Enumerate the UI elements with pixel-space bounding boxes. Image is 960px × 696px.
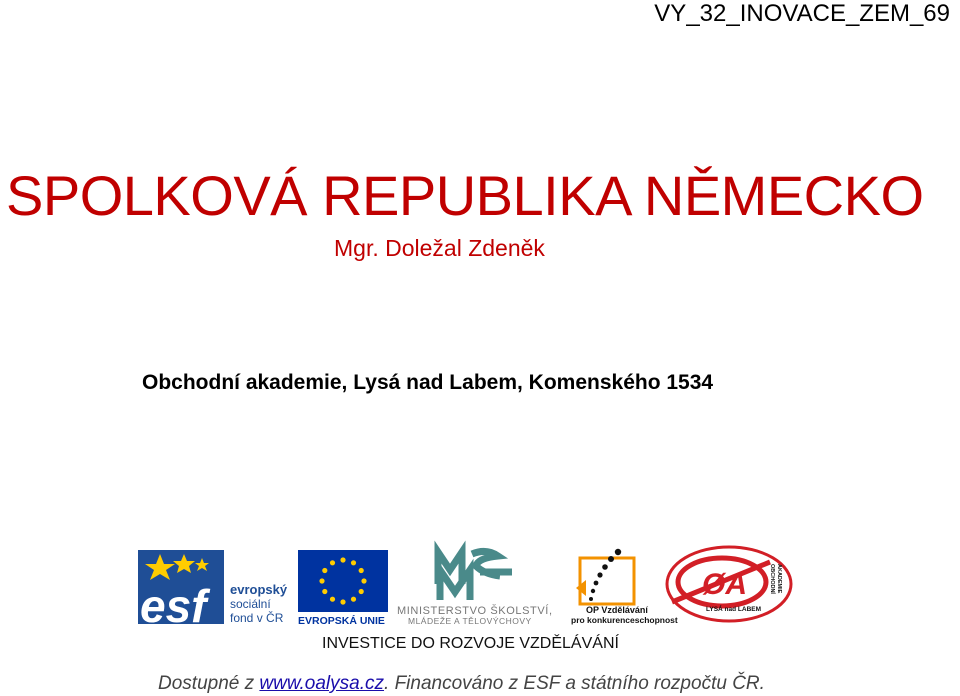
esf-text-line3: fond v ČR: [230, 611, 284, 625]
oa-monogram-icon: ØA: [702, 568, 747, 601]
esf-logo: [138, 550, 290, 632]
oa-lysa-logo: [667, 547, 791, 621]
funding-logos-strip: [0, 540, 960, 660]
footer-note: [158, 672, 765, 696]
oa-name-line2: AKADEMIE: [776, 564, 782, 594]
author-name: Mgr. Doležal Zdeněk: [334, 235, 545, 261]
msmt-logo: [397, 551, 553, 626]
investment-tagline: INVESTICE DO ROZVOJE VZDĚLÁVÁNÍ: [322, 635, 619, 652]
document-code: VY_32_INOVACE_ZEM_69: [654, 0, 950, 27]
oa-name-line1: OBCHODNÍ: [769, 564, 775, 594]
oa-city-label: LYSÁ nad LABEM: [706, 606, 762, 613]
eu-label: EVROPSKÁ UNIE: [298, 615, 385, 627]
slide-title: SPOLKOVÁ REPUBLIKA NĚMECKO: [6, 164, 924, 227]
eu-flag-logo: [298, 550, 388, 627]
website-link[interactable]: www.oalysa.cz: [259, 673, 385, 694]
op-vk-text-line1: OP Vzdělávání: [586, 605, 648, 615]
msmt-text-line1: MINISTERSTVO ŠKOLSTVÍ,: [397, 605, 553, 617]
school-address: Obchodní akademie, Lysá nad Labem, Komenského 1534: [142, 371, 714, 394]
op-vk-text-line2: pro konkurenceschopnost: [571, 615, 678, 625]
footer-suffix: . Financováno z ESF a státního rozpočtu ČR.: [384, 673, 765, 694]
esf-text-line2: sociální: [230, 597, 271, 611]
esf-letters: esf: [140, 580, 207, 632]
op-vk-logo: [571, 549, 678, 625]
msmt-text-line2: MLÁDEŽE A TĚLOVÝCHOVY: [408, 616, 532, 626]
esf-text-line1: evropský: [230, 582, 288, 597]
footer-prefix: Dostupné z: [158, 673, 260, 694]
